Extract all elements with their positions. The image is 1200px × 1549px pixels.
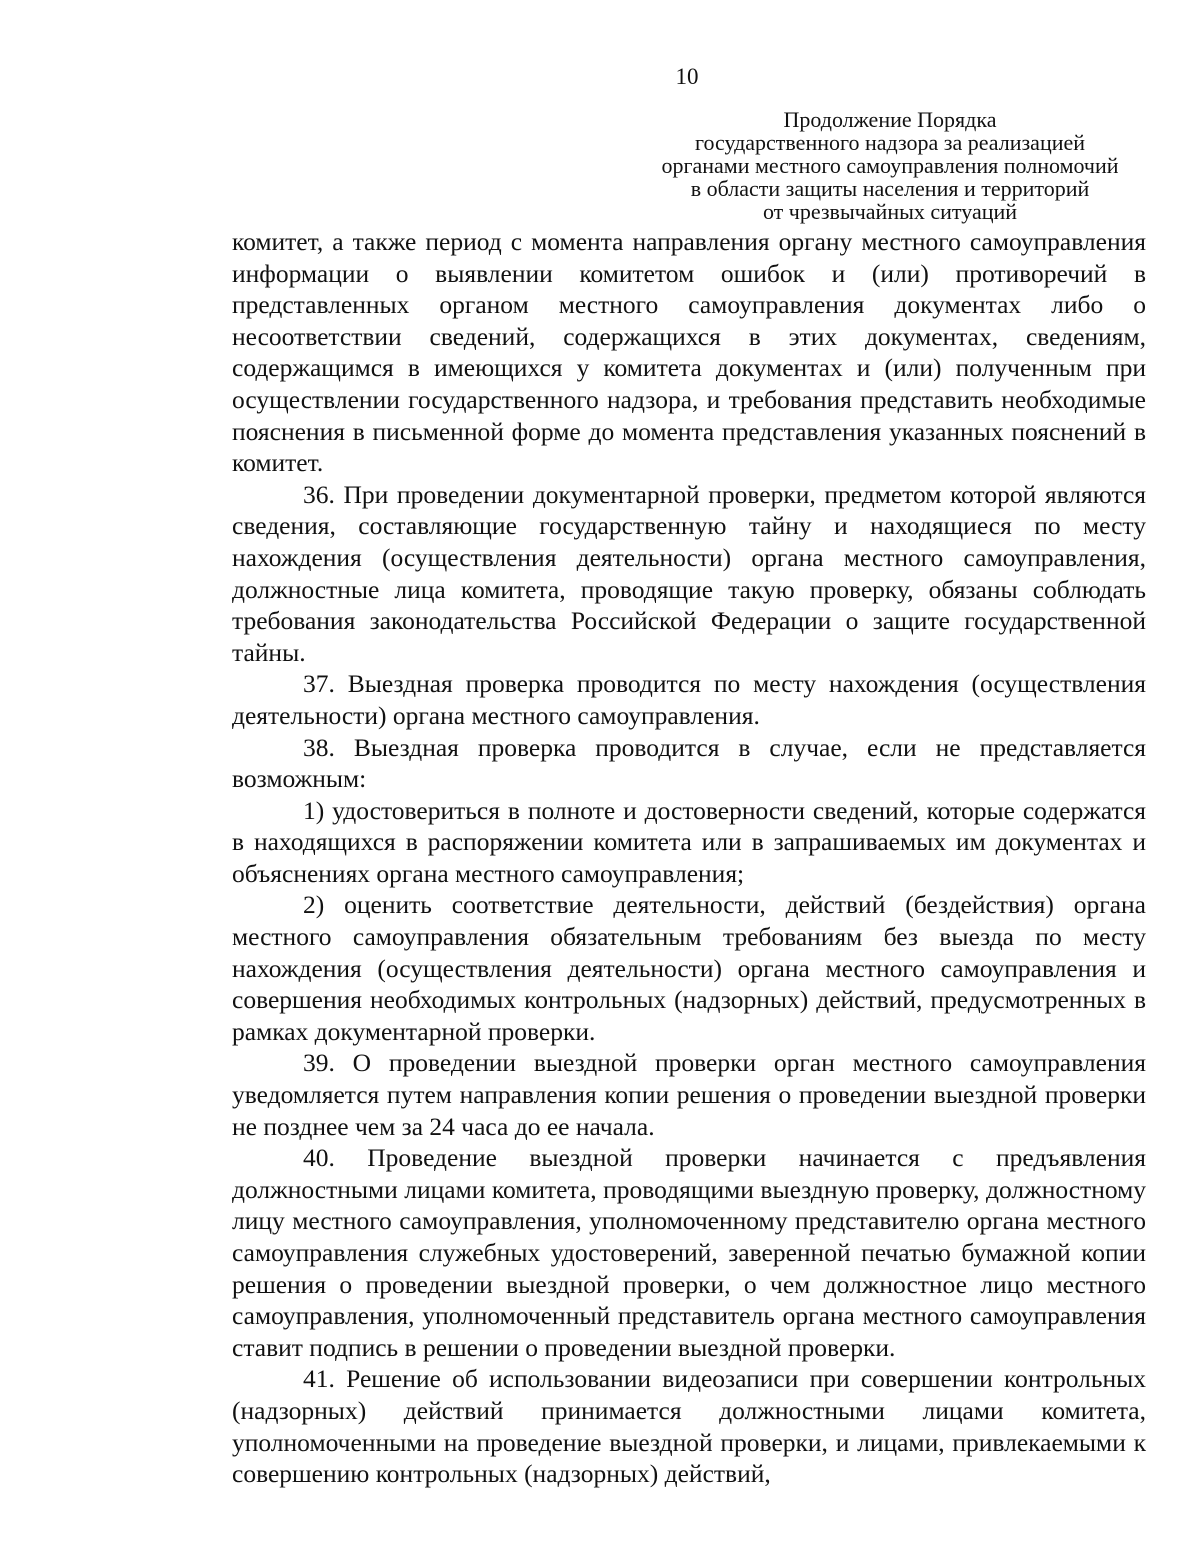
paragraph-36: 36. При проведении документарной проверки, предметом которой являются сведения, составляющие государственную тайну и находящиеся по месту нахождения (осуществления деятельности) органа местного самоуправления, должностные лица комитета, проводящие такую проверку, обязаны соблюдать требования законодательства Российской Федерации о защите государственной тайны. bbox=[232, 479, 1146, 667]
paragraph-41: 41. Решение об использовании видеозаписи при совершении контрольных (надзорных) действий принимается должностными лицами комитета, уполномоченными на проведение выездной проверки, и лицами, привлекаемыми к совершению контрольных (надзорных) действий, bbox=[232, 1364, 1146, 1489]
paragraph-continuation: комитет, а также период с момента направления органу местного самоуправления информации о выявлении комитетом ошибок и (или) противоречий в представленных органом местного самоуправления документах либо о несоответствии сведений, содержащихся в этих документах, сведениям, содержащимся в имеющихся у комитета документах и (или) полученным при осуществлении государственного надзора, и требования представить необходимые пояснения в письменной форме до момента представления указанных пояснений в комитет. bbox=[232, 227, 1146, 478]
header-line: Продолжение Порядка bbox=[783, 107, 997, 132]
header-line: в области защиты населения и территорий bbox=[690, 176, 1090, 201]
paragraph-40: 40. Проведение выездной проверки начинается с предъявления должностными лицами комитета, проводящими выездную проверку, должностному лицу местного самоуправления, уполномоченному представителю органа местного самоуправления служебных удостоверений, заверенной печатью бумажной копии решения о проведении выездной проверки, о чем должностное лицо местного самоуправления, уполномоченный представитель органа местного самоуправления ставит подпись в решении о проведении выездной проверки. bbox=[232, 1143, 1146, 1362]
paragraph-38-item-2: 2) оценить соответствие деятельности, действий (бездействия) органа местного самоуправления обязательным требованиям без выезда по месту нахождения (осуществления деятельности) органа местного самоуправления и совершения необходимых контрольных (надзорных) действий, предусмотренных в рамках документарной проверки. bbox=[232, 890, 1146, 1046]
paragraph-39: 39. О проведении выездной проверки орган местного самоуправления уведомляется путем направления копии решения о проведении выездной проверки не позднее чем за 24 часа до ее начала. bbox=[232, 1048, 1146, 1141]
document-body bbox=[232, 226, 1146, 1490]
paragraph-37: 37. Выездная проверка проводится по месту нахождения (осуществления деятельности) органа местного самоуправления. bbox=[232, 669, 1146, 730]
header-line: органами местного самоуправления полномочий bbox=[661, 153, 1119, 178]
paragraph-38: 38. Выездная проверка проводится в случае, если не представляется возможным: bbox=[232, 732, 1146, 794]
header-line: государственного надзора за реализацией bbox=[694, 130, 1086, 155]
paragraph-38-item-1: 1) удостовериться в полноте и достоверности сведений, которые содержатся в находящихся в распоряжении комитета или в запрашиваемых им документах и объяснениях органа местного самоуправления; bbox=[232, 795, 1146, 888]
page-number: 10 bbox=[675, 64, 699, 89]
document-header bbox=[600, 108, 1180, 223]
header-line: от чрезвычайных ситуаций bbox=[762, 199, 1018, 224]
